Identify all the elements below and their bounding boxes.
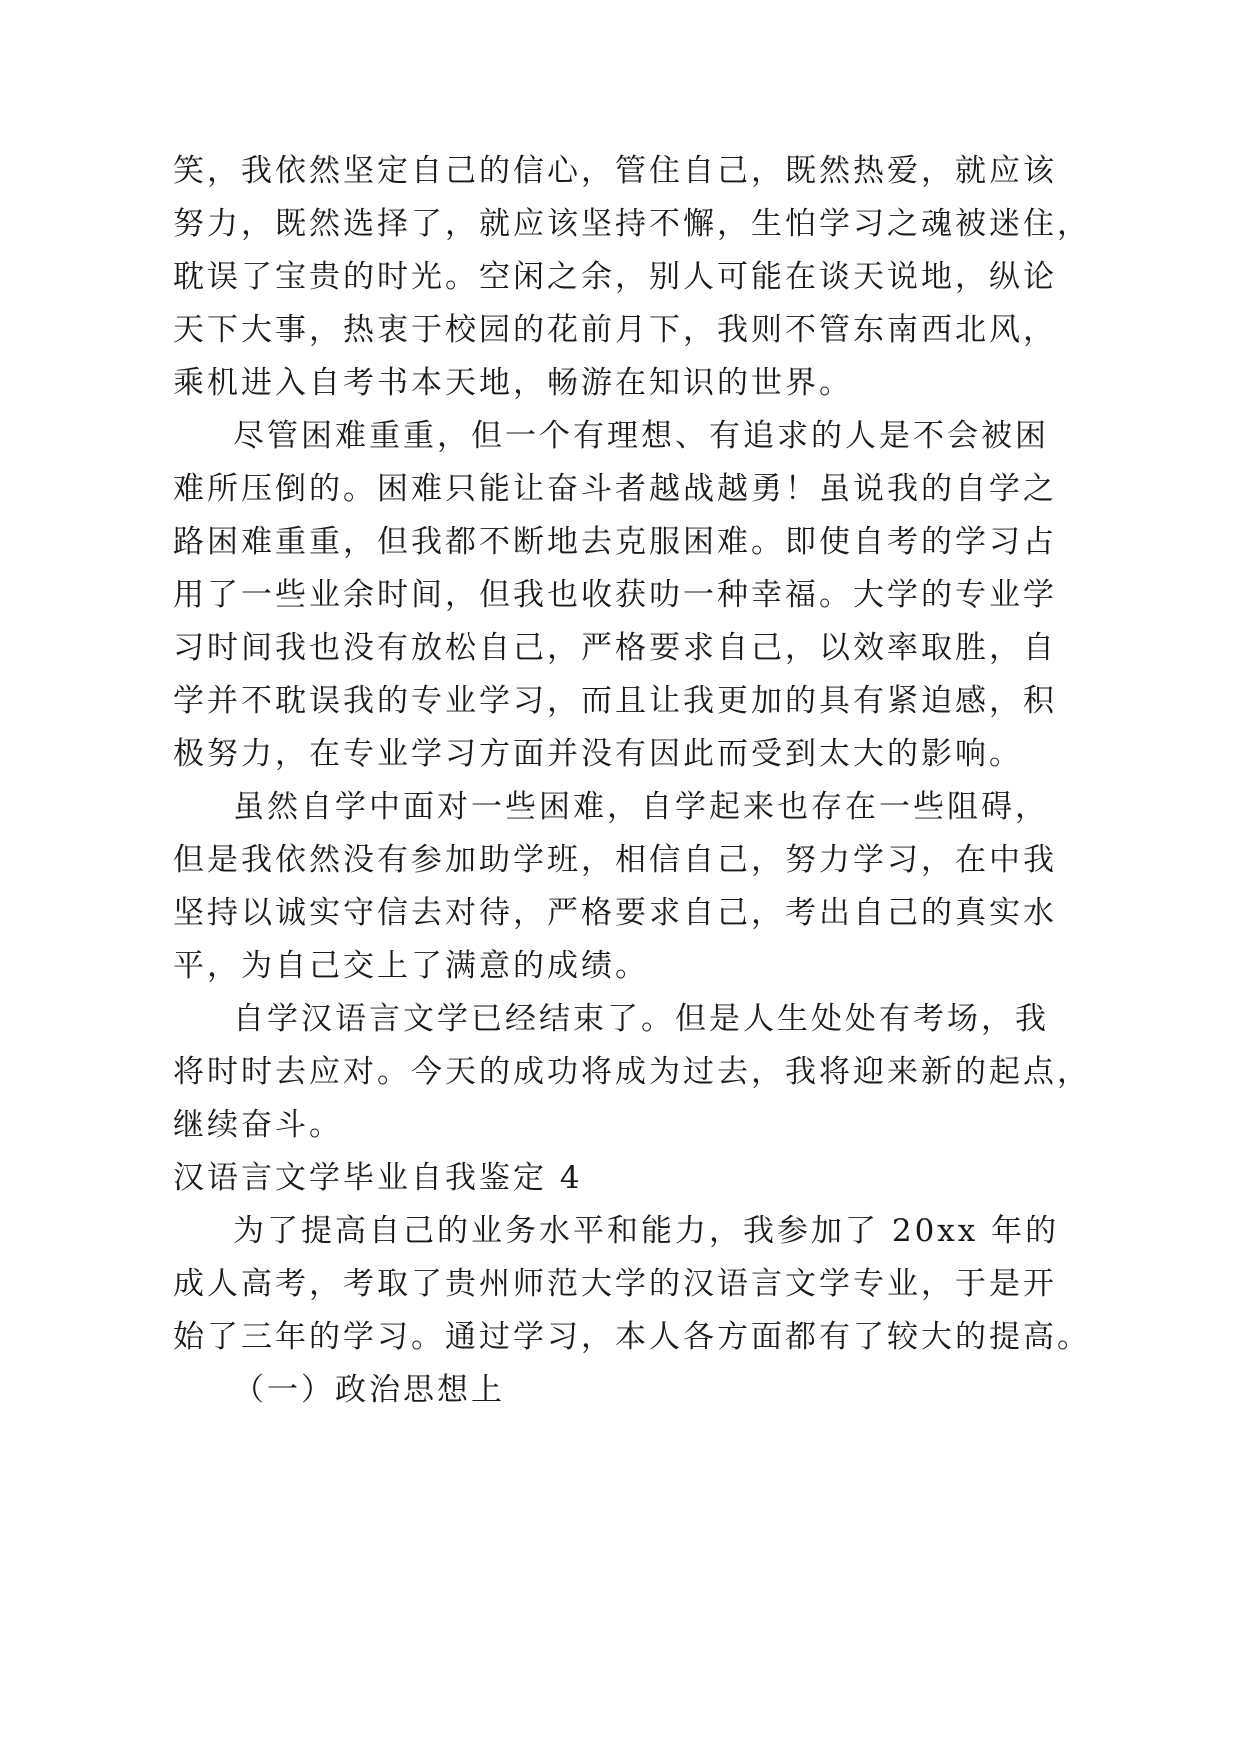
text-line: 平，为自己交上了满意的成绩。 bbox=[173, 948, 649, 984]
text-line: 用了一些业余时间，但我也收获叻一种幸福。大学的专业学 bbox=[173, 577, 1057, 613]
text-line: 极努力，在专业学习方面并没有因此而受到太大的影响。 bbox=[173, 736, 1023, 772]
text-line: 耽误了宝贵的时光。空闲之余，别人可能在谈天说地，纵论 bbox=[173, 259, 1057, 295]
text-line: 继续奋斗。 bbox=[173, 1107, 343, 1143]
paragraph-first-line: 自学汉语言文学已经结束了。但是人生处处有考场，我 bbox=[233, 1001, 1049, 1037]
text-line: 但是我依然没有参加助学班，相信自己，努力学习，在中我 bbox=[173, 842, 1057, 878]
subsection-heading: （一）政治思想上 bbox=[233, 1372, 505, 1408]
text-line: 将时时去应对。今天的成功将成为过去，我将迎来新的起点， bbox=[173, 1054, 1091, 1090]
text-line: 天下大事，热衷于校园的花前月下，我则不管东南西北风， bbox=[173, 312, 1057, 348]
text-line: 难所压倒的。困难只能让奋斗者越战越勇！虽说我的自学之 bbox=[173, 471, 1057, 507]
section-heading: 汉语言文学毕业自我鉴定 4 bbox=[173, 1160, 583, 1196]
text-line: 努力，既然选择了，就应该坚持不懈，生怕学习之魂被迷住， bbox=[173, 206, 1091, 242]
text-line: 学并不耽误我的专业学习，而且让我更加的具有紧迫感，积 bbox=[173, 683, 1057, 719]
text-line: 坚持以诚实守信去对待，严格要求自己，考出自己的真实水 bbox=[173, 895, 1057, 931]
paragraph-first-line: 尽管困难重重，但一个有理想、有追求的人是不会被困 bbox=[233, 418, 1049, 454]
text-line: 笑，我依然坚定自己的信心，管住自己，既然热爱，就应该 bbox=[173, 153, 1057, 189]
text-line: 习时间我也没有放松自己，严格要求自己，以效率取胜，自 bbox=[173, 630, 1057, 666]
text-line: 始了三年的学习。通过学习，本人各方面都有了较大的提高。 bbox=[173, 1319, 1091, 1355]
text-line: 成人高考，考取了贵州师范大学的汉语言文学专业，于是开 bbox=[173, 1266, 1057, 1302]
text-line: 路困难重重，但我都不断地去克服困难。即使自考的学习占 bbox=[173, 524, 1057, 560]
paragraph-first-line: 虽然自学中面对一些困难，自学起来也存在一些阻碍， bbox=[233, 789, 1049, 825]
paragraph-first-line: 为了提高自己的业务水平和能力，我参加了 20xx 年的 bbox=[233, 1213, 1060, 1249]
text-line: 乘机进入自考书本天地，畅游在知识的世界。 bbox=[173, 365, 853, 401]
